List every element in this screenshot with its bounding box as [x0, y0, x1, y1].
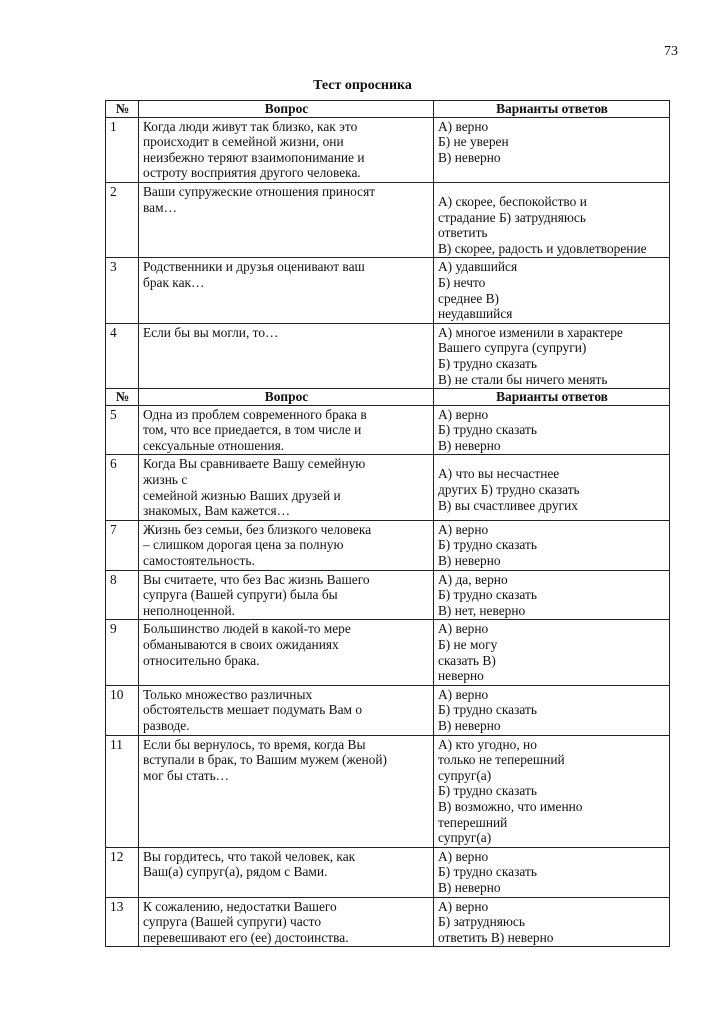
answer-option: В) нет, неверно	[438, 602, 526, 618]
answer-options	[434, 182, 670, 257]
table-row	[106, 182, 670, 257]
answer-options	[434, 520, 670, 570]
table-header-row	[106, 101, 670, 118]
question-text	[139, 620, 434, 685]
question-text	[139, 258, 434, 323]
question-line: К сожалению, недостатки Вашего	[143, 898, 337, 914]
answer-options	[434, 735, 670, 847]
question-line: семейной жизнью Ваших друзей и	[143, 487, 341, 503]
table-row	[106, 520, 670, 570]
question-line: происходит в семейной жизни, они	[143, 134, 344, 150]
page-title: Тест опросника	[313, 78, 412, 93]
answer-option: А) удавшийся	[438, 259, 518, 275]
answer-option: В) возможно, что именно	[438, 798, 583, 814]
question-text	[139, 520, 434, 570]
answer-option: А) верно	[438, 898, 489, 914]
question-line: Если бы вернулось, то время, когда Вы	[143, 736, 366, 752]
header-answers: Варианты ответов	[434, 101, 670, 118]
question-line: самостоятельность.	[143, 553, 255, 569]
question-line: обманываются в своих ожиданиях	[143, 637, 339, 652]
answer-option: Вашего супруга (супруги)	[438, 340, 587, 356]
question-text	[139, 455, 434, 520]
header-num: №	[106, 101, 139, 118]
question-text	[139, 405, 434, 455]
answer-option: других Б) трудно сказать	[438, 482, 580, 498]
answer-option: Б) трудно сказать	[438, 587, 537, 603]
answer-options	[434, 405, 670, 455]
answer-option: А) да, верно	[438, 571, 508, 587]
table-row	[106, 117, 670, 182]
question-text	[139, 182, 434, 257]
question-text	[139, 685, 434, 735]
answer-option: неверно	[438, 668, 484, 684]
questionnaire-table	[105, 100, 670, 947]
question-line: брак как…	[143, 274, 205, 290]
question-line: Ваш(а) супруг(а), рядом с Вами.	[143, 864, 328, 880]
table-row	[106, 405, 670, 455]
answer-option: только не теперешний	[438, 752, 565, 768]
answer-option: В) неверно	[438, 879, 501, 895]
question-text	[139, 897, 434, 947]
table-row	[106, 455, 670, 520]
answer-option: ответить	[438, 225, 488, 241]
answer-options	[434, 455, 670, 520]
answer-option: среднее В)	[438, 290, 500, 306]
answer-option: Б) трудно сказать	[438, 422, 537, 438]
question-number: 11	[106, 735, 139, 847]
question-line: Одна из проблем современного брака в	[143, 406, 367, 422]
answer-options	[434, 570, 670, 620]
question-line: Родственники и друзья оценивают ваш	[143, 259, 365, 275]
answer-option: Б) трудно сказать	[438, 537, 537, 553]
header-question: Вопрос	[139, 101, 434, 118]
answer-option: Б) трудно сказать	[438, 355, 537, 371]
answer-option: Б) трудно сказать	[438, 783, 537, 799]
question-line: Вы гордитесь, что такой человек, как	[143, 848, 356, 864]
answer-option: страдание Б) затрудняюсь	[438, 209, 586, 225]
answer-option: А) кто угодно, но	[438, 736, 537, 752]
table-row	[106, 735, 670, 847]
answer-option: Б) трудно сказать	[438, 702, 537, 718]
answer-option: неудавшийся	[438, 306, 513, 322]
answer-option: супруг(а)	[438, 767, 492, 783]
answer-options	[434, 685, 670, 735]
page-number: 73	[664, 44, 678, 59]
answer-option: Б) трудно сказать	[438, 864, 537, 880]
answer-options	[434, 897, 670, 947]
question-number: 3	[106, 258, 139, 323]
question-line: Только множество различных	[143, 686, 313, 702]
question-number: 4	[106, 323, 139, 388]
question-text	[139, 117, 434, 182]
answer-option: В) не стали бы ничего менять	[438, 371, 608, 387]
answer-option: ответить В) неверно	[438, 929, 554, 945]
answer-option: В) неверно	[438, 149, 501, 165]
question-line: том, что все приедается, в том числе и	[143, 422, 362, 438]
header-answers: Варианты ответов	[434, 389, 670, 406]
question-line: разводе.	[143, 717, 190, 733]
question-line: знакомых, Вам кажется…	[143, 503, 290, 519]
question-line: остроту восприятия другого человека.	[143, 165, 361, 181]
answer-option: А) верно	[438, 406, 489, 422]
question-number: 2	[106, 182, 139, 257]
answer-option: сказать В)	[438, 652, 496, 668]
question-line: Вы считаете, что без Вас жизнь Вашего	[143, 571, 370, 587]
answer-option	[438, 456, 666, 466]
answer-option: А) что вы несчастнее	[438, 466, 560, 482]
header-num: №	[106, 389, 139, 406]
question-number: 10	[106, 685, 139, 735]
question-number: 9	[106, 620, 139, 685]
answer-options	[434, 847, 670, 897]
answer-option: А) скорее, беспокойство и	[438, 193, 587, 209]
question-number: 1	[106, 117, 139, 182]
answer-option: теперешний	[438, 814, 508, 830]
table-header-row	[106, 389, 670, 406]
question-line: неизбежно теряют взаимопонимание и	[143, 149, 365, 165]
question-line: вступали в брак, то Вашим мужем (женой)	[143, 752, 387, 768]
table-row	[106, 685, 670, 735]
answer-option: А) многое изменили в характере	[438, 324, 623, 340]
question-line: обстоятельств мешает подумать Вам о	[143, 702, 363, 718]
answer-options	[434, 117, 670, 182]
question-line: перевешивают его (ее) достоинства.	[143, 929, 349, 945]
question-number: 12	[106, 847, 139, 897]
question-line: Ваши супружеские отношения приносят	[143, 183, 376, 199]
question-line: супруга (Вашей супруги) была бы	[143, 587, 338, 603]
answer-option: А) верно	[438, 848, 489, 864]
answer-option: В) скорее, радость и удовлетворение	[438, 240, 647, 256]
header-question: Вопрос	[139, 389, 434, 406]
answer-option: Б) затрудняюсь	[438, 914, 525, 930]
answer-option: В) неверно	[438, 437, 501, 453]
question-line: Большинство людей в какой-то мере	[143, 621, 351, 637]
question-line: Если бы вы могли, то…	[143, 324, 279, 340]
answer-option: В) вы счастливее других	[438, 497, 578, 513]
table-row	[106, 258, 670, 323]
answer-option: Б) не уверен	[438, 134, 509, 150]
question-text	[139, 735, 434, 847]
question-line: неполноценной.	[143, 602, 235, 618]
table-row	[106, 847, 670, 897]
question-line: относительно брака.	[143, 652, 260, 668]
question-line: Когда люди живут так близко, как это	[143, 118, 358, 134]
question-number: 8	[106, 570, 139, 620]
answer-option: В) неверно	[438, 717, 501, 733]
question-number: 6	[106, 455, 139, 520]
answer-option: Б) нечто	[438, 274, 486, 290]
table-row	[106, 897, 670, 947]
question-line: сексуальные отношения.	[143, 437, 285, 453]
answer-options	[434, 620, 670, 685]
question-line: мог бы стать…	[143, 767, 230, 783]
question-number: 7	[106, 520, 139, 570]
question-line: супруга (Вашей супруги) часто	[143, 914, 322, 930]
question-number: 5	[106, 405, 139, 455]
answer-option: А) верно	[438, 621, 489, 637]
question-line: Когда Вы сравниваете Вашу семейную	[143, 456, 366, 472]
table-row	[106, 570, 670, 620]
question-text	[139, 847, 434, 897]
question-line: Жизнь без семьи, без близкого человека	[143, 521, 372, 537]
table-row	[106, 620, 670, 685]
question-line: жизнь с	[143, 472, 188, 488]
table-row	[106, 323, 670, 388]
question-text	[139, 570, 434, 620]
answer-option: В) неверно	[438, 553, 501, 569]
answer-option: А) верно	[438, 521, 489, 537]
answer-options	[434, 323, 670, 388]
question-line: – слишком дорогая цена за полную	[143, 537, 344, 553]
answer-option: Б) не могу	[438, 637, 498, 652]
answer-option: супруг(а)	[438, 830, 492, 846]
question-number: 13	[106, 897, 139, 947]
answer-option	[438, 184, 666, 194]
answer-option: А) верно	[438, 118, 489, 134]
question-line: вам…	[143, 199, 177, 215]
answer-option: А) верно	[438, 686, 489, 702]
question-text	[139, 323, 434, 388]
answer-options	[434, 258, 670, 323]
